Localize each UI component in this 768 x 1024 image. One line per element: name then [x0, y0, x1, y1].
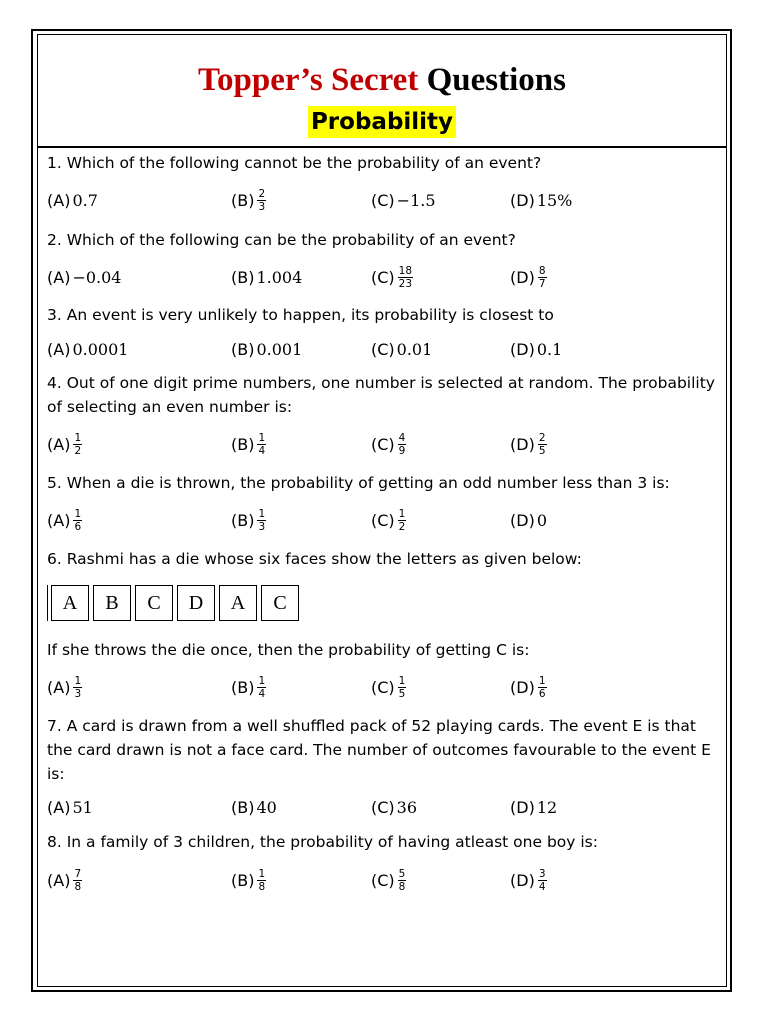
fraction-numerator: 4: [398, 431, 406, 444]
option-value: 0.01: [396, 339, 433, 359]
option-c: [371, 428, 406, 460]
option-label: (A): [47, 510, 71, 530]
option-fraction: [257, 432, 266, 457]
option-d: [510, 428, 547, 460]
fraction-denominator: 6: [538, 687, 546, 700]
option-b: [231, 864, 266, 896]
die-face: C: [135, 585, 173, 621]
fraction-numerator: 2: [538, 431, 546, 444]
option-fraction: [257, 188, 266, 213]
die-face: B: [93, 585, 131, 621]
option-label: (B): [231, 339, 255, 359]
option-label: (A): [47, 797, 71, 817]
fraction-denominator: 4: [538, 880, 546, 893]
option-a: [47, 184, 98, 216]
option-label: (D): [510, 339, 535, 359]
option-d: [510, 504, 547, 536]
option-b: [231, 504, 266, 536]
option-c: [371, 184, 436, 216]
option-fraction: [538, 868, 547, 893]
fraction-numerator: 8: [538, 264, 546, 277]
question-7-options: [47, 791, 717, 823]
option-value: 15%: [536, 190, 573, 210]
question-2-text: 2. Which of the following can be the probability of an event?: [47, 231, 516, 249]
question-3-text: 3. An event is very unlikely to happen, its probability is closest to: [47, 306, 554, 324]
option-a: [47, 261, 121, 293]
option-fraction: [398, 265, 413, 290]
option-c: [371, 671, 406, 703]
option-label: (A): [47, 677, 71, 697]
fraction-denominator: 23: [398, 277, 413, 290]
option-label: (C): [371, 797, 395, 817]
fraction-denominator: 2: [398, 520, 406, 533]
option-label: (B): [231, 797, 255, 817]
option-b: [231, 261, 302, 293]
option-value: 1.004: [256, 267, 303, 287]
option-value: 0.1: [536, 339, 563, 359]
option-label: (C): [371, 434, 395, 454]
option-d: [510, 864, 547, 896]
option-fraction: [257, 868, 266, 893]
option-d: [510, 671, 547, 703]
die-face: A: [219, 585, 257, 621]
question-6-options: [47, 671, 717, 703]
fraction-numerator: 1: [258, 507, 266, 520]
option-c: [371, 261, 413, 293]
question-5-options: [47, 504, 717, 536]
option-value: 0.001: [256, 339, 303, 359]
option-label: (D): [510, 510, 535, 530]
question-4-options: [47, 428, 717, 460]
option-b: [231, 671, 266, 703]
option-a: [47, 333, 128, 365]
option-label: (B): [231, 677, 255, 697]
fraction-numerator: 18: [398, 264, 413, 277]
fraction-numerator: 1: [258, 431, 266, 444]
option-label: (B): [231, 870, 255, 890]
option-b: [231, 184, 266, 216]
option-value: 51: [72, 797, 93, 817]
option-value: 0: [536, 510, 547, 530]
fraction-numerator: 1: [258, 674, 266, 687]
option-fraction: [538, 432, 547, 457]
question-7-text: 7. A card is drawn from a well shuffled pack of 52 playing cards. The event E is that the card drawn is not a face card. The number of outcomes favourable to the event E is:: [47, 717, 711, 783]
die-face: A: [51, 585, 89, 621]
option-label: (D): [510, 797, 535, 817]
option-d: [510, 791, 557, 823]
option-d: [510, 333, 562, 365]
option-label: (C): [371, 339, 395, 359]
option-d: [510, 184, 572, 216]
fraction-denominator: 4: [258, 687, 266, 700]
option-fraction: [73, 432, 82, 457]
fraction-numerator: 3: [538, 867, 546, 880]
fraction-denominator: 3: [74, 687, 82, 700]
option-label: (D): [510, 870, 535, 890]
fraction-numerator: 1: [74, 431, 82, 444]
option-b: [231, 791, 277, 823]
option-label: (D): [510, 267, 535, 287]
fraction-numerator: 1: [538, 674, 546, 687]
fraction-numerator: 5: [398, 867, 406, 880]
fraction-denominator: 5: [538, 444, 546, 457]
option-label: (A): [47, 434, 71, 454]
option-value: 0.0001: [72, 339, 129, 359]
option-label: (B): [231, 267, 255, 287]
option-fraction: [538, 675, 547, 700]
title-black-part: Questions: [426, 62, 566, 98]
fraction-denominator: 3: [258, 200, 266, 213]
fraction-denominator: 8: [258, 880, 266, 893]
option-b: [231, 428, 266, 460]
option-value: 12: [536, 797, 558, 817]
question-1-options: [47, 184, 717, 216]
option-value: 40: [256, 797, 277, 817]
question-3-options: [47, 333, 717, 365]
option-fraction: [398, 508, 407, 533]
option-label: (B): [231, 190, 255, 210]
question-2-options: [47, 261, 717, 293]
option-fraction: [398, 675, 407, 700]
option-fraction: [398, 432, 407, 457]
option-fraction: [73, 868, 82, 893]
fraction-denominator: 8: [74, 880, 82, 893]
option-fraction: [538, 265, 547, 290]
question-4-text: 4. Out of one digit prime numbers, one number is selected at random. The probability of selecting an even number is:: [47, 374, 715, 416]
title-red-part: Topper’s Secret: [198, 62, 419, 98]
fraction-numerator: 1: [258, 867, 266, 880]
subtitle-row: [37, 106, 727, 138]
option-label: (C): [371, 677, 395, 697]
option-a: [47, 671, 82, 703]
option-label: (A): [47, 190, 71, 210]
question-6-text: 6. Rashmi has a die whose six faces show the letters as given below:: [47, 550, 582, 568]
option-value: −0.04: [72, 267, 122, 287]
fraction-numerator: 1: [398, 507, 406, 520]
option-a: [47, 504, 82, 536]
fraction-denominator: 3: [258, 520, 266, 533]
die-faces: [51, 585, 299, 621]
option-c: [371, 864, 406, 896]
fraction-denominator: 9: [398, 444, 406, 457]
option-label: (A): [47, 870, 71, 890]
question-8-text: 8. In a family of 3 children, the probability of having atleast one boy is:: [47, 833, 598, 851]
question-5-text: 5. When a die is thrown, the probability of getting an odd number less than 3 is:: [47, 474, 670, 492]
option-label: (B): [231, 434, 255, 454]
option-value: 0.7: [72, 190, 98, 210]
option-value: −1.5: [396, 190, 436, 210]
fraction-denominator: 8: [398, 880, 406, 893]
page-subtitle: Probability: [308, 106, 456, 138]
option-label: (A): [47, 339, 71, 359]
option-label: (D): [510, 677, 535, 697]
fraction-denominator: 7: [538, 277, 546, 290]
option-label: (D): [510, 190, 535, 210]
question-6-followup: If she throws the die once, then the probability of getting C is:: [47, 641, 530, 659]
fraction-numerator: 1: [74, 507, 82, 520]
option-label: (C): [371, 190, 395, 210]
fraction-numerator: 1: [74, 674, 82, 687]
header-divider: [37, 146, 727, 148]
option-fraction: [257, 508, 266, 533]
option-fraction: [73, 508, 82, 533]
option-value: 36: [396, 797, 418, 817]
option-c: [371, 791, 417, 823]
option-label: (C): [371, 267, 395, 287]
die-face: C: [261, 585, 299, 621]
option-a: [47, 864, 82, 896]
fraction-denominator: 5: [398, 687, 406, 700]
option-label: (A): [47, 267, 71, 287]
option-a: [47, 428, 82, 460]
die-face: D: [177, 585, 215, 621]
fraction-numerator: 7: [74, 867, 82, 880]
option-c: [371, 504, 406, 536]
option-label: (C): [371, 870, 395, 890]
option-b: [231, 333, 302, 365]
option-c: [371, 333, 432, 365]
option-fraction: [257, 675, 266, 700]
option-d: [510, 261, 547, 293]
option-fraction: [73, 675, 82, 700]
option-label: (D): [510, 434, 535, 454]
option-label: (C): [371, 510, 395, 530]
fraction-denominator: 2: [74, 444, 82, 457]
question-8-options: [47, 864, 717, 896]
fraction-numerator: 1: [398, 674, 406, 687]
fraction-denominator: 6: [74, 520, 82, 533]
option-fraction: [398, 868, 407, 893]
option-a: [47, 791, 93, 823]
option-label: (B): [231, 510, 255, 530]
page-title: [37, 58, 727, 102]
question-1-text: 1. Which of the following cannot be the probability of an event?: [47, 154, 542, 172]
fraction-denominator: 4: [258, 444, 266, 457]
fraction-numerator: 2: [258, 187, 266, 200]
